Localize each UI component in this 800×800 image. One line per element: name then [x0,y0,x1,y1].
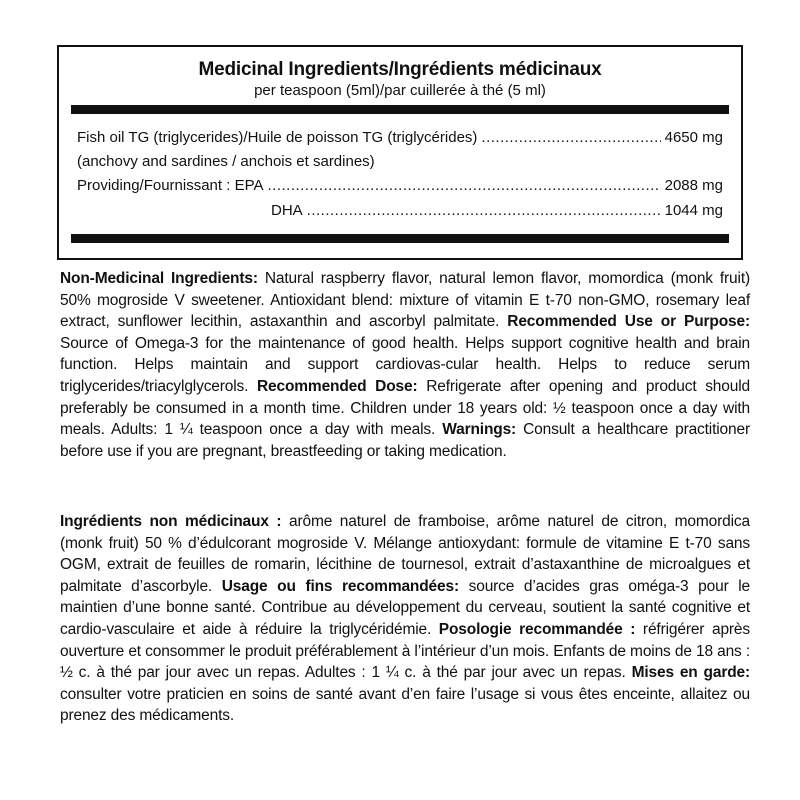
ingredient-row-dha [77,200,723,222]
leader-dots [267,175,660,197]
recommended-dose-heading: Recommended Dose: [257,377,418,395]
table-title: Medicinal Ingredients/Ingrédients médicinaux [198,59,602,80]
ingredient-label: Providing/Fournissant : EPA [77,177,264,194]
recommended-use-heading: Recommended Use or Purpose: [507,313,750,331]
table-subtitle: per teaspoon (5ml)/par cuillerée à thé (5 ml) [254,82,546,99]
non-medicinal-heading: Non-Medicinal Ingredients: [60,270,258,287]
non-medicinal-text-fr: arôme naturel de framboise, arôme naturel de citron, momordica (monk fruit) 50 % d’édulcorant mogroside V. Mélange antioxydant: formule de vitamine E t-70 sans OGM, extrait de feuilles de romarin, lécithine de tournesol, extrait d’astaxanthine de microalgues et palmitate d’ascorbyle. [60,513,750,595]
ingredient-amount: 4650 mg [664,129,723,146]
ingredient-label: DHA [271,202,303,219]
french-label-text [60,511,750,727]
non-medicinal-text: Natural raspberry flavor, natural lemon flavor, momordica (monk fruit) 50% mogroside V sweetener. Antioxidant blend: mixture of vitamin E t-70 non-GMO, rosemary leaf extract, sunflower lecithin, astaxanthin and ascorbyl palmitate. [60,270,750,331]
warnings-text-fr: consulter votre praticien en soins de santé avant d’en faire l’usage si vous êtes enceinte, allaitez ou prenez des médicaments. [60,685,750,725]
ingredient-label: (anchovy and sardines / anchois et sardines) [77,153,375,170]
recommended-use-text-fr: source d’acides gras oméga-3 pour le maintien d’une bonne santé. Contribue au développement du cerveau, soutient la santé cognitive et cardio-vasculaire et aide à réduire la triglycéridémie. [60,577,750,638]
leader-dots [307,200,661,222]
recommended-use-heading-fr: Usage ou fins recommandées: [221,577,459,595]
ingredient-row-epa [77,175,723,197]
ingredient-amount: 1044 mg [664,202,723,219]
bottom-divider-bar [71,234,729,243]
ingredient-label: Fish oil TG (triglycerides)/Huile de poisson TG (triglycérides) [77,129,478,146]
non-medicinal-heading-fr: Ingrédients non médicinaux : [60,513,282,530]
leader-dots [481,127,660,149]
warnings-heading-fr: Mises en garde: [631,664,750,682]
ingredient-row-fish-oil [77,127,723,149]
top-divider-bar [71,105,729,114]
warnings-heading: Warnings: [442,421,517,439]
recommended-dose-text: Refrigerate after opening and product should preferably be consumed in a month time. Children under 18 years old: ½ teaspoon once a day with meals. Adults: 1 ¼ teaspoon once a day with meals. [60,377,750,439]
ingredient-row-source [77,151,723,173]
english-label-text [60,268,750,462]
recommended-dose-heading-fr: Posologie recommandée : [438,620,636,638]
warnings-text: Consult a healthcare practitioner before use if you are pregnant, breastfeeding or taking medication. [60,421,750,460]
medicinal-ingredients-table [57,45,743,260]
recommended-use-text: Source of Omega-3 for the maintenance of good health. Helps support cognitive health and brain function. Helps maintain and support cardiovas-cular health. Helps to reduce serum triglycerides/triacylglycerols. [60,334,750,395]
ingredient-amount: 2088 mg [664,177,723,194]
recommended-dose-text-fr: réfrigérer après ouverture et consommer le produit préférablement à l’intérieur d’un mois. Enfants de moins de 18 ans : ½ c. à thé par jour avec un repas. Adultes : 1 ¼ c. à thé par jour avec un repas. [60,620,750,682]
